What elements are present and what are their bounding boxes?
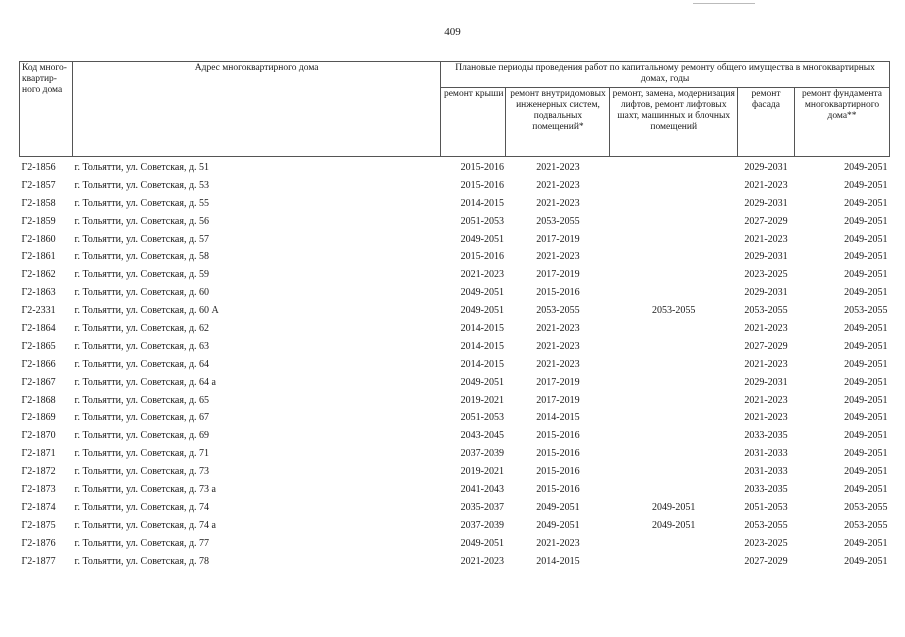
- cell-address: г. Тольятти, ул. Советская, д. 73: [74, 466, 210, 478]
- cell-facade: 2053-2055: [744, 519, 788, 531]
- cell-address: г. Тольятти, ул. Советская, д. 67: [74, 412, 210, 424]
- cell-code: Г2-1868: [21, 394, 56, 406]
- cell-foundation: 2049-2051: [844, 483, 888, 495]
- cell-foundation: 2049-2051: [844, 358, 888, 370]
- cell-elevators: [610, 356, 737, 374]
- cell-address: г. Тольятти, ул. Советская, д. 74 а: [74, 519, 216, 531]
- table-row: [20, 266, 890, 284]
- cell-address: г. Тольятти, ул. Советская, д. 78: [74, 555, 210, 567]
- cell-facade: 2023-2025: [744, 269, 788, 281]
- cell-systems: 2021-2023: [536, 251, 580, 263]
- cell-address: г. Тольятти, ул. Советская, д. 53: [74, 179, 210, 191]
- cell-address: г. Тольятти, ул. Советская, д. 74: [74, 501, 210, 513]
- cell-systems: 2017-2019: [536, 269, 580, 281]
- cell-foundation: 2049-2051: [844, 233, 888, 245]
- cell-systems: 2015-2016: [536, 430, 580, 442]
- table-row: [20, 553, 890, 571]
- cell-code: Г2-1864: [21, 322, 56, 334]
- header-code: Код много-квартир-ного дома: [20, 62, 73, 157]
- cell-facade: 2021-2023: [744, 394, 788, 406]
- cell-address: г. Тольятти, ул. Советская, д. 58: [74, 251, 210, 263]
- cell-facade: 2027-2029: [744, 215, 788, 227]
- header-roof: ремонт крыши: [441, 87, 506, 156]
- cell-elevators: 2049-2051: [652, 519, 696, 531]
- cell-foundation: 2049-2051: [844, 394, 888, 406]
- cell-facade: 2029-2031: [744, 287, 788, 299]
- cell-systems: 2017-2019: [536, 233, 580, 245]
- cell-facade: 2053-2055: [744, 305, 788, 317]
- cell-systems: 2021-2023: [536, 537, 580, 549]
- cell-address: г. Тольятти, ул. Советская, д. 59: [74, 269, 210, 281]
- cell-facade: 2023-2025: [744, 537, 788, 549]
- cell-roof: 2049-2051: [460, 233, 504, 245]
- cell-facade: 2031-2033: [744, 448, 788, 460]
- cell-foundation: 2053-2055: [844, 519, 888, 531]
- cell-address: г. Тольятти, ул. Советская, д. 64: [74, 358, 210, 370]
- cell-elevators: [610, 409, 737, 427]
- cell-facade: 2021-2023: [744, 322, 788, 334]
- cell-facade: 2027-2029: [744, 555, 788, 567]
- table-row: [20, 338, 890, 356]
- cell-systems: 2017-2019: [536, 394, 580, 406]
- cell-facade: 2029-2031: [744, 376, 788, 388]
- table-row: [20, 302, 890, 320]
- cell-elevators: [610, 463, 737, 481]
- cell-facade: 2051-2053: [744, 501, 788, 513]
- cell-foundation: 2049-2051: [844, 161, 888, 173]
- cell-elevators: [610, 248, 737, 266]
- header-foundation: ремонт фундамента многоквартирного дома**: [795, 87, 890, 156]
- table-row: [20, 248, 890, 266]
- cell-elevators: [610, 266, 737, 284]
- cell-code: Г2-1865: [21, 340, 56, 352]
- cell-systems: 2017-2019: [536, 376, 580, 388]
- cell-code: Г2-1862: [21, 269, 56, 281]
- cell-systems: 2053-2055: [536, 305, 580, 317]
- cell-code: Г2-2331: [21, 305, 56, 317]
- table-row: [20, 195, 890, 213]
- cell-facade: 2021-2023: [744, 412, 788, 424]
- cell-roof: 2049-2051: [460, 376, 504, 388]
- cell-code: Г2-1867: [21, 376, 56, 388]
- cell-roof: 2051-2053: [460, 215, 504, 227]
- table-row: [20, 535, 890, 553]
- cell-facade: 2033-2035: [744, 430, 788, 442]
- table-row: [20, 374, 890, 392]
- cell-address: г. Тольятти, ул. Советская, д. 51: [74, 161, 210, 173]
- cell-elevators: [610, 392, 737, 410]
- table-row: [20, 481, 890, 499]
- cell-code: Г2-1875: [21, 519, 56, 531]
- cell-code: Г2-1861: [21, 251, 56, 263]
- table-row: [20, 409, 890, 427]
- cell-address: г. Тольятти, ул. Советская, д. 57: [74, 233, 210, 245]
- table-row: [20, 463, 890, 481]
- cell-roof: 2014-2015: [460, 322, 504, 334]
- cell-address: г. Тольятти, ул. Советская, д. 60 А: [74, 305, 219, 317]
- cell-foundation: 2049-2051: [844, 197, 888, 209]
- table-row: [20, 320, 890, 338]
- table-row: [20, 392, 890, 410]
- capital-repair-schedule-table: [19, 61, 890, 570]
- cell-foundation: 2049-2051: [844, 340, 888, 352]
- cell-systems: 2015-2016: [536, 448, 580, 460]
- cell-facade: 2033-2035: [744, 483, 788, 495]
- header-row-top: [20, 62, 890, 88]
- cell-code: Г2-1856: [21, 161, 56, 173]
- header-systems: ремонт внутридомовых инженерных систем, подвальных помещений*: [506, 87, 610, 156]
- cell-facade: 2029-2031: [744, 161, 788, 173]
- cell-elevators: [610, 535, 737, 553]
- cell-systems: 2021-2023: [536, 161, 580, 173]
- cell-elevators: [610, 213, 737, 231]
- cell-foundation: 2049-2051: [844, 466, 888, 478]
- cell-roof: 2015-2016: [460, 251, 504, 263]
- cell-elevators: [610, 231, 737, 249]
- cell-facade: 2029-2031: [744, 251, 788, 263]
- cell-roof: 2014-2015: [460, 340, 504, 352]
- table-body: [20, 157, 890, 571]
- cell-systems: 2015-2016: [536, 287, 580, 299]
- cell-code: Г2-1872: [21, 466, 56, 478]
- cell-code: Г2-1863: [21, 287, 56, 299]
- cell-address: г. Тольятти, ул. Советская, д. 64 а: [74, 376, 216, 388]
- cell-address: г. Тольятти, ул. Советская, д. 55: [74, 197, 210, 209]
- cell-code: Г2-1857: [21, 179, 56, 191]
- cell-code: Г2-1873: [21, 483, 56, 495]
- cell-foundation: 2053-2055: [844, 501, 888, 513]
- cell-facade: 2029-2031: [744, 197, 788, 209]
- cell-code: Г2-1870: [21, 430, 56, 442]
- cell-systems: 2021-2023: [536, 197, 580, 209]
- cell-roof: 2041-2043: [460, 483, 504, 495]
- cell-elevators: [610, 553, 737, 571]
- cell-roof: 2037-2039: [460, 519, 504, 531]
- cell-elevators: [610, 481, 737, 499]
- cell-roof: 2014-2015: [460, 358, 504, 370]
- cell-roof: 2014-2015: [460, 197, 504, 209]
- cell-elevators: [610, 338, 737, 356]
- cell-systems: 2021-2023: [536, 340, 580, 352]
- cell-code: Г2-1876: [21, 537, 56, 549]
- cell-code: Г2-1877: [21, 555, 56, 567]
- cell-elevators: [610, 157, 737, 177]
- cell-code: Г2-1869: [21, 412, 56, 424]
- table-row: [20, 231, 890, 249]
- cell-systems: 2015-2016: [536, 483, 580, 495]
- cell-systems: 2014-2015: [536, 555, 580, 567]
- cell-roof: 2049-2051: [460, 305, 504, 317]
- cell-code: Г2-1860: [21, 233, 56, 245]
- cell-systems: 2021-2023: [536, 179, 580, 191]
- cell-facade: 2031-2033: [744, 466, 788, 478]
- cell-foundation: 2049-2051: [844, 537, 888, 549]
- page-number: 409: [444, 26, 461, 38]
- header-periods: Плановые периоды проведения работ по капитальному ремонту общего имущества в многоквартирных домах, годы: [441, 62, 890, 88]
- cell-systems: 2015-2016: [536, 466, 580, 478]
- cell-roof: 2051-2053: [460, 412, 504, 424]
- cell-foundation: 2049-2051: [844, 376, 888, 388]
- cell-systems: 2021-2023: [536, 322, 580, 334]
- cell-address: г. Тольятти, ул. Советская, д. 77: [74, 537, 210, 549]
- cell-code: Г2-1871: [21, 448, 56, 460]
- cell-foundation: 2049-2051: [844, 430, 888, 442]
- cell-facade: 2021-2023: [744, 233, 788, 245]
- cell-foundation: 2053-2055: [844, 305, 888, 317]
- cell-foundation: 2049-2051: [844, 287, 888, 299]
- cell-facade: 2021-2023: [744, 179, 788, 191]
- cell-address: г. Тольятти, ул. Советская, д. 60: [74, 287, 210, 299]
- cell-roof: 2019-2021: [460, 394, 504, 406]
- cell-elevators: [610, 177, 737, 195]
- cell-address: г. Тольятти, ул. Советская, д. 69: [74, 430, 210, 442]
- cell-roof: 2015-2016: [460, 179, 504, 191]
- cell-roof: 2019-2021: [460, 466, 504, 478]
- cell-elevators: [610, 374, 737, 392]
- cell-address: г. Тольятти, ул. Советская, д. 65: [74, 394, 210, 406]
- cell-systems: 2053-2055: [536, 215, 580, 227]
- cell-facade: 2027-2029: [744, 340, 788, 352]
- cell-foundation: 2049-2051: [844, 215, 888, 227]
- cell-address: г. Тольятти, ул. Советская, д. 63: [74, 340, 210, 352]
- cell-code: Г2-1874: [21, 501, 56, 513]
- cell-roof: 2035-2037: [460, 501, 504, 513]
- table-row: [20, 517, 890, 535]
- scan-artifact-line: [693, 3, 755, 4]
- cell-address: г. Тольятти, ул. Советская, д. 56: [74, 215, 210, 227]
- cell-address: г. Тольятти, ул. Советская, д. 62: [74, 322, 210, 334]
- cell-roof: 2021-2023: [460, 269, 504, 281]
- cell-foundation: 2049-2051: [844, 412, 888, 424]
- cell-code: Г2-1858: [21, 197, 56, 209]
- header-address: Адрес многоквартирного дома: [73, 62, 441, 157]
- cell-roof: 2015-2016: [460, 161, 504, 173]
- cell-elevators: [610, 320, 737, 338]
- cell-foundation: 2049-2051: [844, 179, 888, 191]
- cell-systems: 2014-2015: [536, 412, 580, 424]
- cell-address: г. Тольятти, ул. Советская, д. 73 а: [74, 483, 216, 495]
- cell-systems: 2049-2051: [536, 501, 580, 513]
- cell-roof: 2049-2051: [460, 287, 504, 299]
- cell-address: г. Тольятти, ул. Советская, д. 71: [74, 448, 210, 460]
- cell-elevators: 2049-2051: [652, 501, 696, 513]
- cell-foundation: 2049-2051: [844, 448, 888, 460]
- cell-facade: 2021-2023: [744, 358, 788, 370]
- cell-code: Г2-1859: [21, 215, 56, 227]
- cell-roof: 2021-2023: [460, 555, 504, 567]
- table-row: [20, 445, 890, 463]
- header-facade: ремонт фасада: [737, 87, 794, 156]
- table-row: [20, 213, 890, 231]
- cell-roof: 2049-2051: [460, 537, 504, 549]
- table-row: [20, 177, 890, 195]
- cell-elevators: [610, 445, 737, 463]
- cell-roof: 2037-2039: [460, 448, 504, 460]
- table-row: [20, 356, 890, 374]
- cell-elevators: 2053-2055: [652, 305, 696, 317]
- cell-elevators: [610, 284, 737, 302]
- cell-elevators: [610, 195, 737, 213]
- cell-foundation: 2049-2051: [844, 269, 888, 281]
- cell-foundation: 2049-2051: [844, 555, 888, 567]
- header-elevators: ремонт, замена, модернизация лифтов, ремонт лифтовых шахт, машинных и блочных помещений: [610, 87, 737, 156]
- table-row: [20, 284, 890, 302]
- table-row: [20, 427, 890, 445]
- cell-systems: 2049-2051: [536, 519, 580, 531]
- cell-code: Г2-1866: [21, 358, 56, 370]
- cell-elevators: [610, 427, 737, 445]
- cell-systems: 2021-2023: [536, 358, 580, 370]
- cell-roof: 2043-2045: [460, 430, 504, 442]
- cell-foundation: 2049-2051: [844, 322, 888, 334]
- cell-foundation: 2049-2051: [844, 251, 888, 263]
- table-row: [20, 499, 890, 517]
- table-row: [20, 157, 890, 177]
